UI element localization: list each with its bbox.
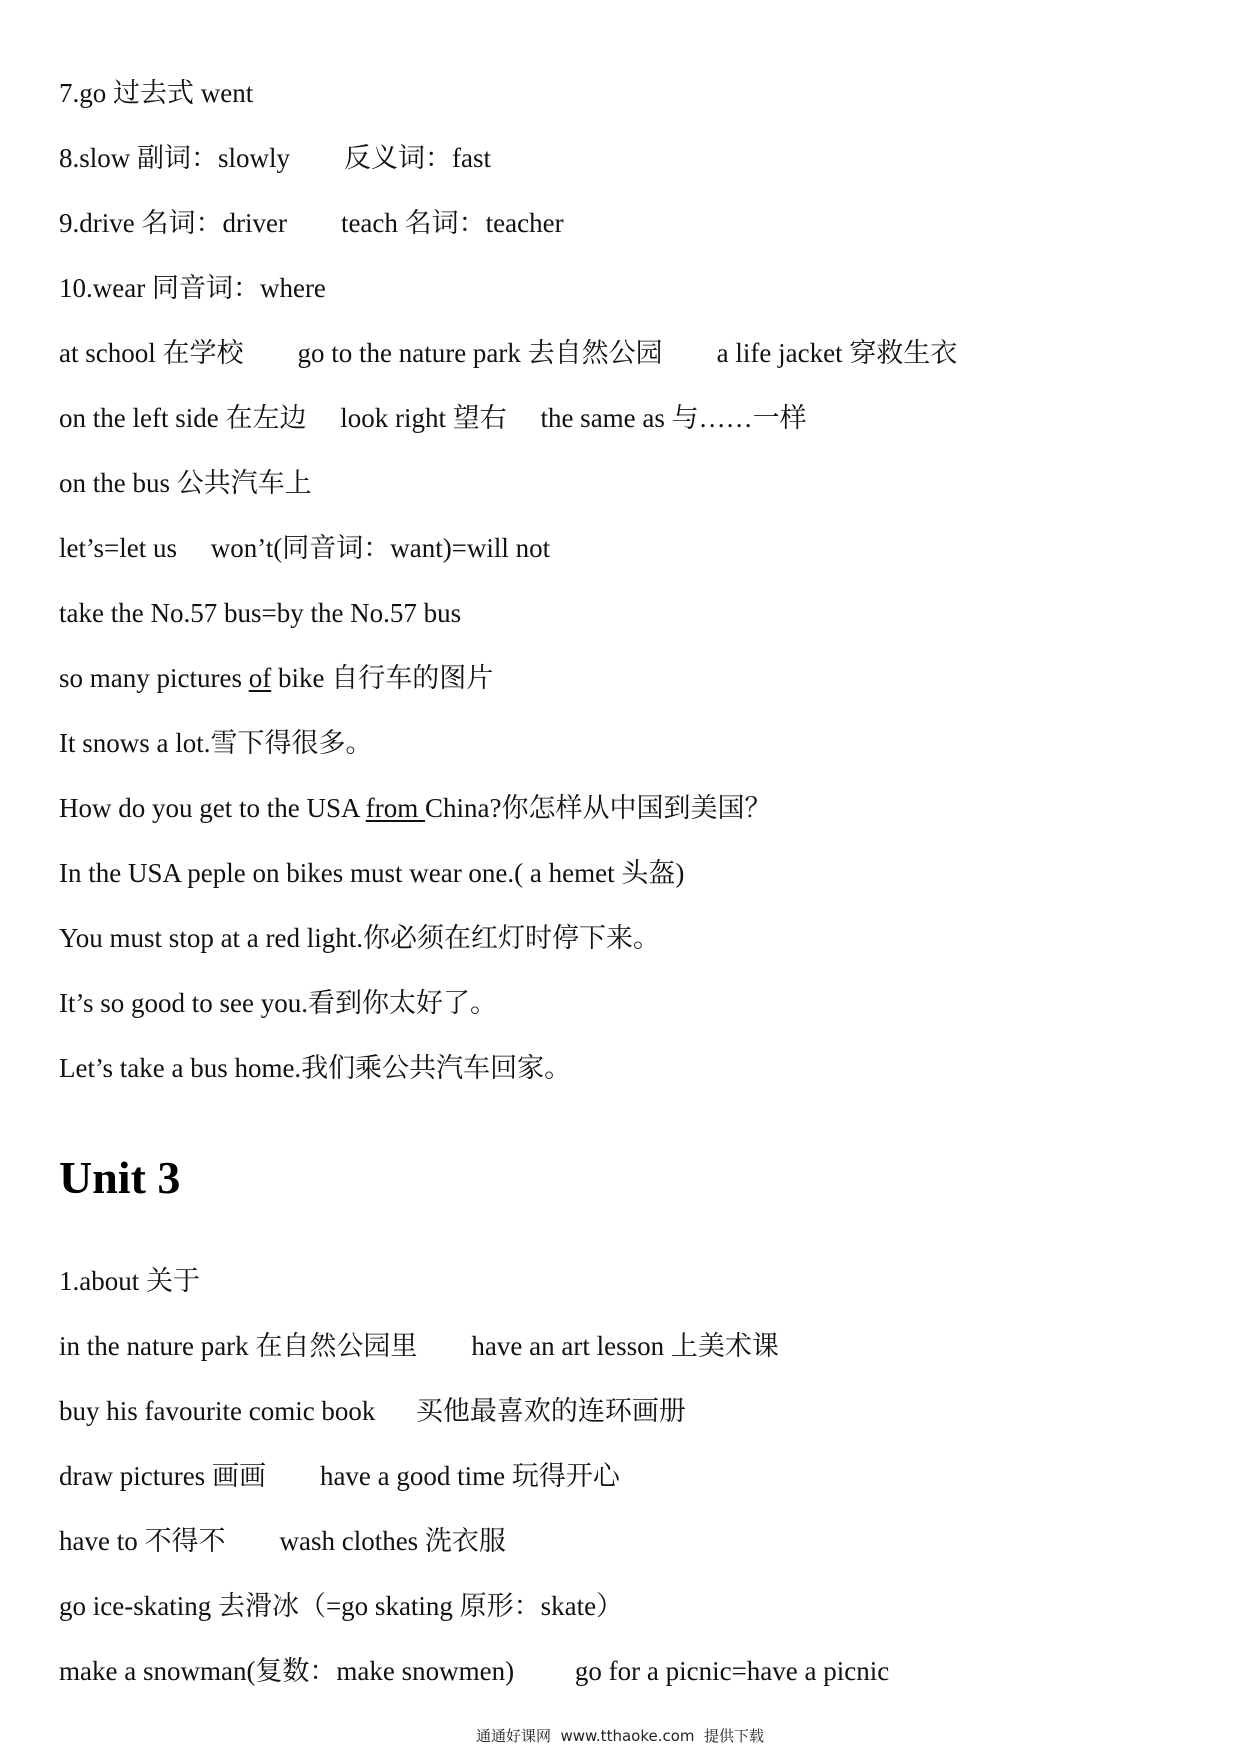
text-line: have to 不得不 wash clothes 洗衣服 (59, 1526, 506, 1556)
text-line: draw pictures 画画 have a good time 玩得开心 (59, 1461, 620, 1491)
text-line: You must stop at a red light.你必须在红灯时停下来。 (59, 923, 661, 953)
text-segment: bike 自行车的图片 (271, 663, 494, 693)
text-line: 10.wear 同音词：where (59, 273, 326, 303)
underlined-word: of (248, 663, 272, 693)
text-line: 9.drive 名词：driver teach 名词：teacher (59, 208, 564, 238)
text-line-from (59, 791, 771, 825)
text-segment: so many pictures (59, 663, 249, 693)
text-segment: China?你怎样从中国到美国？ (424, 793, 772, 823)
text-line: make a snowman(复数：make snowmen) go for a picnic=have a picnic (59, 1656, 890, 1686)
text-line: in the nature park 在自然公园里 have an art lesson 上美术课 (59, 1331, 779, 1361)
text-line: buy his favourite comic book 买他最喜欢的连环画册 (59, 1396, 686, 1426)
text-line: let’s=let us won’t(同音词：want)=will not (59, 533, 551, 563)
text-line: on the left side 在左边 look right 望右 the same as 与……一样 (59, 403, 807, 433)
text-line-of (59, 661, 493, 695)
text-line: on the bus 公共汽车上 (59, 468, 312, 498)
text-line: It’s so good to see you.看到你太好了。 (59, 988, 497, 1018)
text-line: 7.go 过去式 went (59, 78, 254, 108)
text-line: go ice-skating 去滑冰（=go skating 原形：skate） (59, 1591, 624, 1621)
text-line: In the USA peple on bikes must wear one.( a hemet 头盔) (59, 858, 685, 888)
text-line: 1.about 关于 (59, 1266, 200, 1296)
text-line: Let’s take a bus home.我们乘公共汽车回家。 (59, 1053, 572, 1083)
text-line: It snows a lot.雪下得很多。 (59, 728, 373, 758)
text-line: at school 在学校 go to the nature park 去自然公园 a life jacket 穿救生衣 (59, 338, 958, 368)
footer-source: 通通好课网 www.tthaoke.com 提供下载 (475, 1727, 765, 1745)
text-segment: How do you get to the USA (59, 793, 366, 823)
text-line: 8.slow 副词：slowly 反义词：fast (59, 143, 491, 173)
unit-heading: Unit 3 (59, 1152, 181, 1203)
text-line: take the No.57 bus=by the No.57 bus (59, 598, 462, 628)
underlined-word: from (365, 793, 425, 823)
